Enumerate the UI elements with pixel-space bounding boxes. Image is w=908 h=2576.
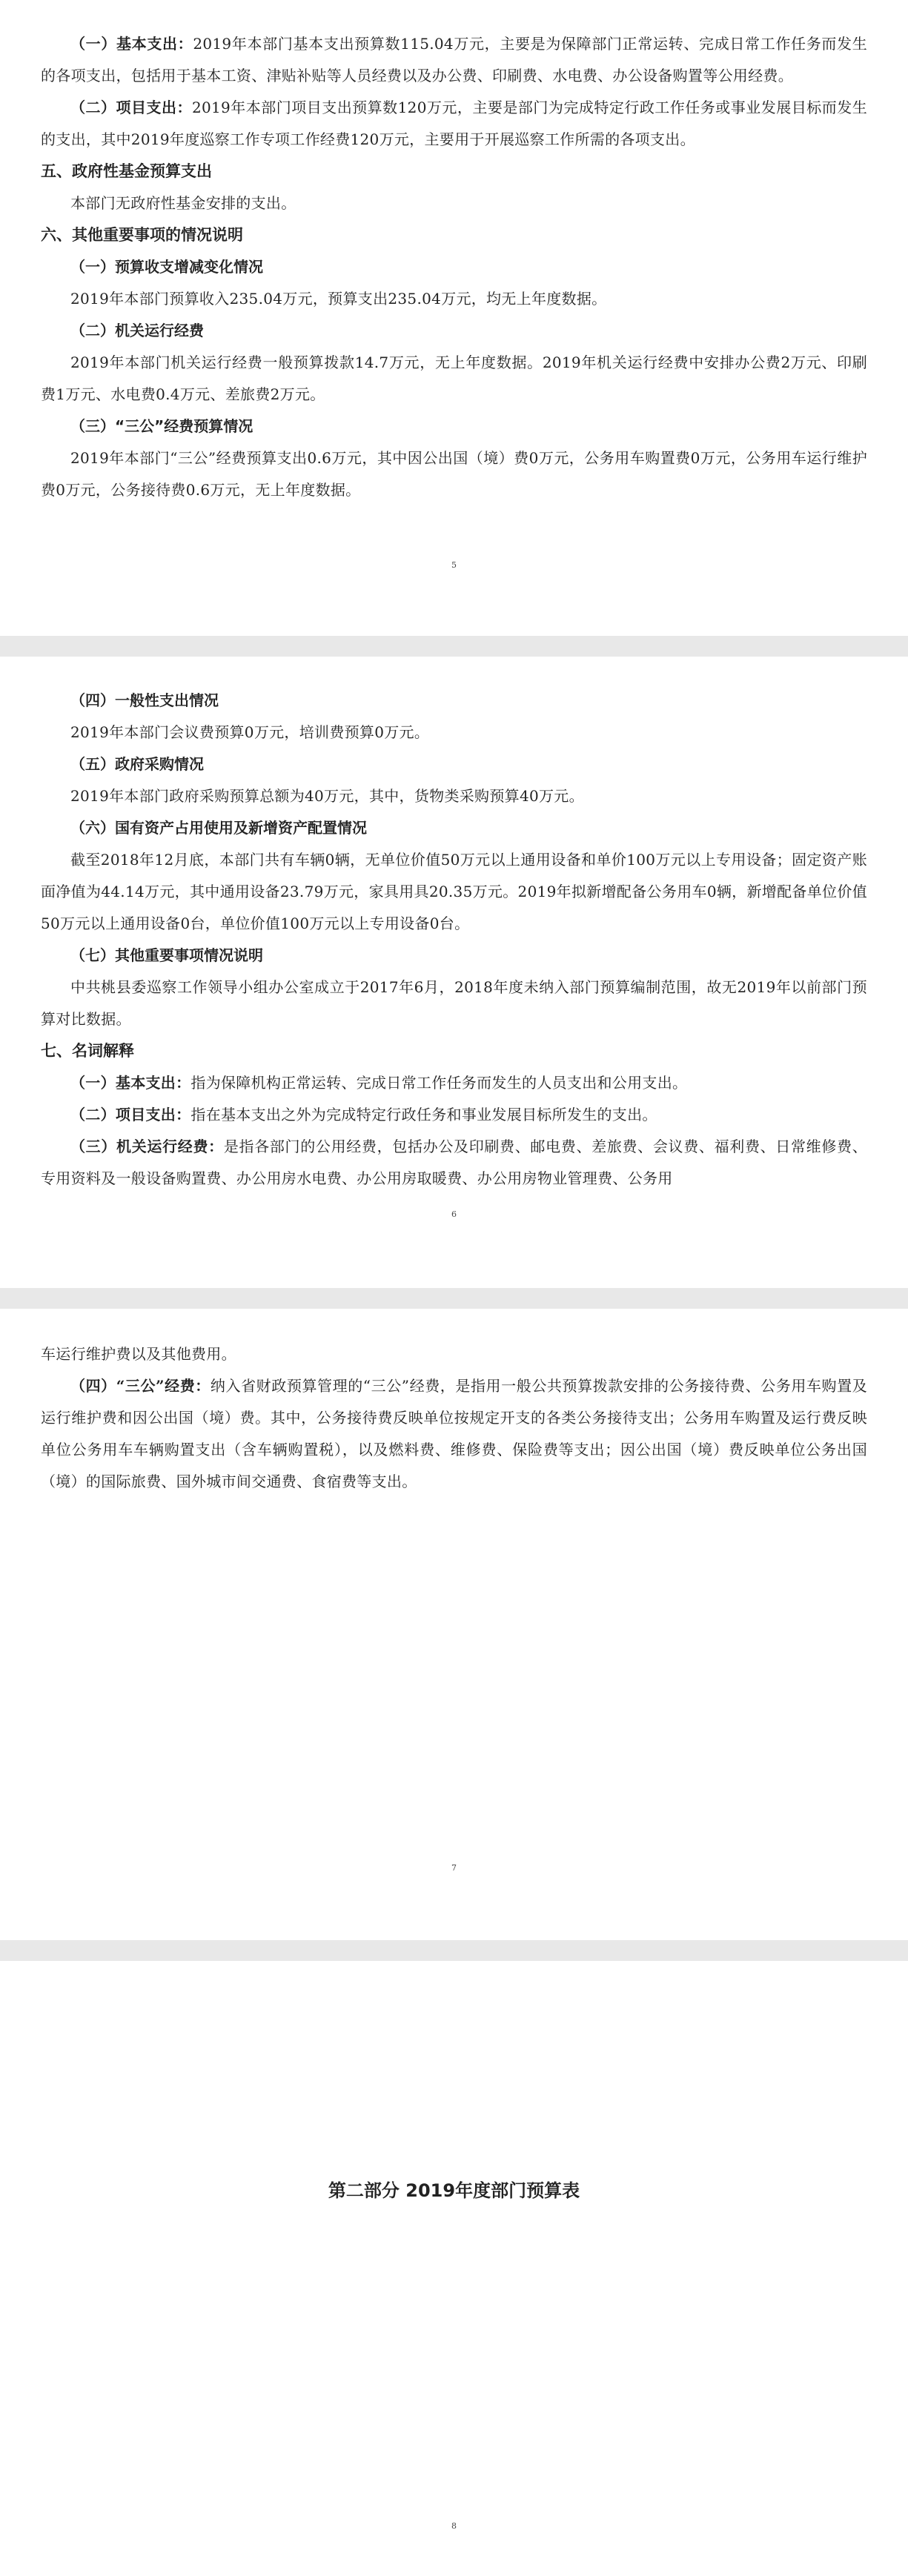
glossary-term: （四）“三公”经费： <box>70 1377 211 1395</box>
paragraph-government-fund: 本部门无政府性基金安排的支出。 <box>70 194 296 212</box>
glossary-definition: 是指各部门的公用经费，包括办公及印刷费、邮电费、差旅费、会议费、福利费、日常维修费、专用资料及一般设备购置费、办公用房水电费、办公用房取暖费、办公用房物业管理费、公务用 <box>41 1138 867 1187</box>
subheading-state-assets: （六）国有资产占用使用及新增资产配置情况 <box>70 819 367 837</box>
paragraph-project-expenditure <box>41 92 867 156</box>
heading-other-matters: 六、其他重要事项的情况说明 <box>41 226 243 244</box>
subheading-operating-funds: （二）机关运行经费 <box>70 322 204 339</box>
document-page-8 <box>0 1961 908 2576</box>
paragraph-continuation: 车运行维护费以及其他费用。 <box>41 1345 236 1363</box>
document-page-5 <box>0 0 908 636</box>
page-number: 8 <box>451 2521 457 2531</box>
paragraph-procurement: 2019年本部门政府采购预算总额为40万元，其中，货物类采购预算40万元。 <box>70 787 584 805</box>
heading-glossary: 七、名词解释 <box>41 1042 134 1060</box>
paragraph-other-matters: 中共桃县委巡察工作领导小组办公室成立于2017年6月，2018年度未纳入部门预算编制范围，故无2019年以前部门预算对比数据。 <box>41 978 867 1028</box>
subheading-procurement: （五）政府采购情况 <box>70 755 204 773</box>
paragraph-state-assets: 截至2018年12月底，本部门共有车辆0辆，无单位价值50万元以上通用设备和单价100万元以上专用设备；固定资产账面净值为44.14万元，其中通用设备23.79万元，家具用具20.35万元。2019年拟新增配备公务用车0辆，新增配备单位价值50万元以上通用设备0台，单位价值100万元以上专用设备0台。 <box>41 851 867 932</box>
term-project-expenditure: （二）项目支出： <box>70 99 192 116</box>
subheading-three-public: （三）“三公”经费预算情况 <box>70 417 253 435</box>
paragraph-general-expenditure: 2019年本部门会议费预算0万元，培训费预算0万元。 <box>70 723 430 741</box>
text-basic-expenditure: 2019年本部门基本支出预算数115.04万元，主要是为保障部门正常运转、完成日常工作任务而发生的各项支出，包括用于基本工资、津贴补贴等人员经费以及办公费、印刷费、水电费、办公设备购置等公用经费。 <box>41 35 868 84</box>
term-basic-expenditure: （一）基本支出： <box>70 35 193 53</box>
paragraph-budget-change: 2019年本部门预算收入235.04万元，预算支出235.04万元，均无上年度数据。 <box>70 290 607 308</box>
glossary-basic-expenditure <box>41 1067 867 1099</box>
subheading-other-matters: （七）其他重要事项情况说明 <box>70 946 263 964</box>
subheading-budget-change: （一）预算收支增减变化情况 <box>70 258 263 276</box>
glossary-term: （二）项目支出： <box>70 1106 191 1123</box>
text-project-expenditure: 2019年本部门项目支出预算数120万元，主要是部门为完成特定行政工作任务或事业发展目标而发生的支出，其中2019年度巡察工作专项工作经费120万元，主要用于开展巡察工作所需的各项支出。 <box>41 99 868 148</box>
page-number: 5 <box>451 560 457 570</box>
paragraph-basic-expenditure <box>41 28 867 92</box>
subheading-general-expenditure: （四）一般性支出情况 <box>70 691 219 709</box>
heading-government-fund: 五、政府性基金预算支出 <box>41 162 212 180</box>
page-number: 6 <box>451 1209 457 1219</box>
glossary-definition: 指在基本支出之外为完成特定行政任务和事业发展目标所发生的支出。 <box>190 1106 657 1123</box>
glossary-project-expenditure <box>41 1099 867 1131</box>
glossary-three-public <box>41 1370 867 1498</box>
glossary-term: （三）机关运行经费： <box>70 1138 224 1155</box>
part-title: 第二部分 2019年度部门预算表 <box>328 2180 580 2201</box>
glossary-definition: 纳入省财政预算管理的“三公”经费，是指用一般公共预算拨款安排的公务接待费、公务用车购置及运行维护费和因公出国（境）费。其中，公务接待费反映单位按规定开支的各类公务接待支出；公务用车购置及运行费反映单位公务用车车辆购置支出（含车辆购置税），以及燃料费、维修费、保险费等支出；因公出国（境）费反映单位公务出国（境）的国际旅费、国外城市间交通费、食宿费等支出。 <box>41 1377 867 1490</box>
paragraph-operating-funds: 2019年本部门机关运行经费一般预算拨款14.7万元，无上年度数据。2019年机关运行经费中安排办公费2万元、印刷费1万元、水电费0.4万元、差旅费2万元。 <box>41 353 867 403</box>
document-page-6 <box>0 657 908 1288</box>
document-page-7 <box>0 1309 908 1940</box>
glossary-operating-funds <box>41 1131 867 1195</box>
paragraph-three-public: 2019年本部门“三公”经费预算支出0.6万元，其中因公出国（境）费0万元，公务用车购置费0万元，公务用车运行维护费0万元，公务接待费0.6万元，无上年度数据。 <box>41 449 867 499</box>
glossary-term: （一）基本支出： <box>70 1074 191 1092</box>
glossary-definition: 指为保障机构正常运转、完成日常工作任务而发生的人员支出和公用支出。 <box>190 1074 688 1092</box>
page-number: 7 <box>451 1863 457 1873</box>
